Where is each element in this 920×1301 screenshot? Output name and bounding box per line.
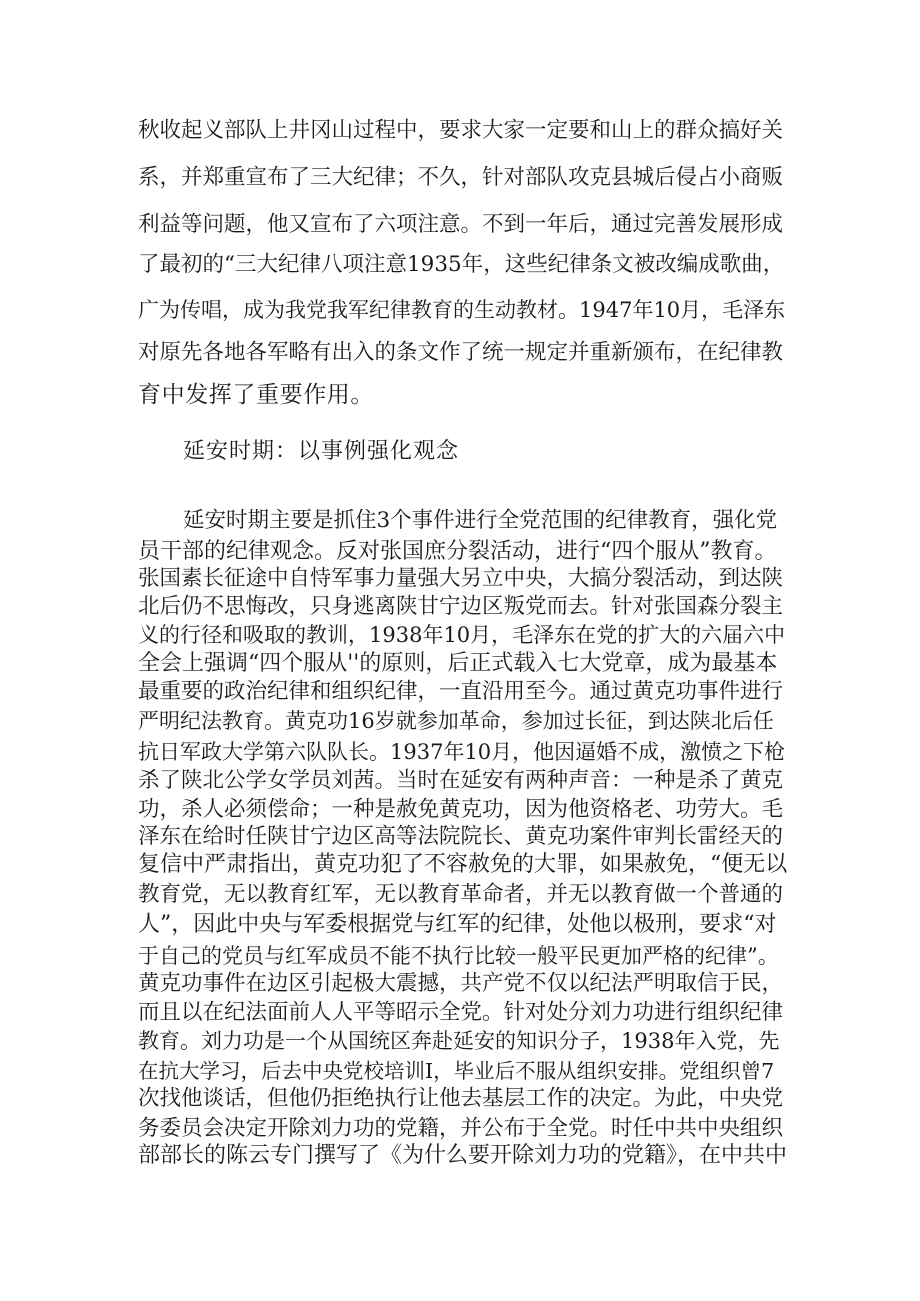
paragraph-2-line-12: 泽东在给时任陕甘宁边区高等法院院长、黄克功案件审判长雷经天的 <box>138 824 784 849</box>
paragraph-2-line-2: 员干部的纪律观念。反对张国庶分裂活动，进行“四个服从”教育。 <box>138 539 777 564</box>
paragraph-1-line-3: 利益等问题，他又宣布了六项注意。不到一年后，通过完善发展形成 <box>138 212 784 237</box>
paragraph-1-line-7: 育中发挥了重要作用。 <box>138 382 374 408</box>
paragraph-2-line-5: 义的行径和吸取的教训，1938年10月，毛泽东在党的扩大的六届六中 <box>138 623 786 647</box>
paragraph-1-line-6: 对原先各地各军略有出入的条文作了统一规定并重新颁布，在纪律教 <box>138 340 784 365</box>
paragraph-2-line-11: 功，杀人必须偿命；一种是赦免黄克功，因为他资格老、功劳大。毛 <box>138 797 784 822</box>
paragraph-1-line-4: 了最初的“三大纪律八项注意1935年，这些纪律条文被改编成歌曲， <box>138 252 785 277</box>
paragraph-2-line-9: 抗日军政大学第六队队长。1937年10月，他因逼婚不成，激愤之下枪 <box>138 740 786 764</box>
paragraph-2-line-21: 次找他谈话，但他仍拒绝执行让他去基层工作的决定。为此，中央党 <box>138 1086 784 1111</box>
paragraph-2-line-7: 最重要的政治纪律和组织纪律，一直沿用至今。通过黄克功事件进行 <box>138 679 784 704</box>
paragraph-1-line-5: 广为传唱，成为我党我军纪律教育的生动教材。1947年10月，毛泽东 <box>138 298 786 322</box>
paragraph-2-line-4: 北后仍不思悔改，只身逃离陕甘宁边区叛党而去。针对张国森分裂主 <box>138 594 784 619</box>
paragraph-2-line-22: 务委员会决定开除刘力功的党籍，并公布于全党。时任中共中央组织 <box>138 1116 784 1141</box>
paragraph-2-line-6: 全会上强调“四个服从''的原则，后正式载入七大党章，成为最基本 <box>138 651 778 676</box>
paragraph-2-line-8: 严明纪法教育。黄克功16岁就参加革命，参加过长征，到达陕北后任 <box>138 709 774 733</box>
paragraph-2-line-23: 部部长的陈云专门撰写了《为什么要开除刘力功的党籍》，在中共中 <box>138 1143 788 1168</box>
paragraph-1-line-1: 秋收起义部队上井冈山过程中，要求大家一定要和山上的群众搞好关 <box>138 118 784 143</box>
section-heading: 延安时期：以事例强化观念 <box>183 439 460 464</box>
paragraph-2-line-10: 杀了陕北公学女学员刘茜。当时在延安有两种声音：一种是杀了黄克 <box>138 768 784 793</box>
paragraph-2-line-17: 黄克功事件在边区引起极大震撼，共产党不仅以纪法严明取信于民， <box>138 971 784 996</box>
paragraph-2-line-20: 在抗大学习，后去中央党校培训I，毕业后不服从组织安排。党组织曾7 <box>138 1059 775 1083</box>
paragraph-2-line-15: 人”，因此中央与军委根据党与红军的纪律，处他以极刑，要求“对 <box>138 912 777 937</box>
paragraph-2-line-1: 延安时期主要是抓住3个事件进行全党范围的纪律教育，强化党 <box>183 508 778 533</box>
paragraph-2-line-3: 张国素长征途中自恃军事力量强大另立中央，大搞分裂活动，到达陕 <box>138 566 784 591</box>
paragraph-1-line-2: 系，并郑重宣布了三大纪律；不久，针对部队攻克县城后侵占小商贩 <box>138 165 784 190</box>
paragraph-2-line-14: 教育党，无以教育红军，无以教育革命者，并无以教育做一个普通的 <box>138 882 784 907</box>
paragraph-2-line-16: 于自己的党员与红军成员不能不执行比较一般平民更加严格的纪律”。 <box>138 944 779 968</box>
paragraph-2-line-19: 教育。刘力功是一个从国统区奔赴延安的知识分子，1938年入党，先 <box>138 1029 780 1053</box>
paragraph-2-line-18: 而且以在纪法面前人人平等昭示全党。针对处分刘力功进行组织纪律 <box>138 1000 784 1025</box>
paragraph-2-line-13: 复信中严肃指出，黄克功犯了不容赦免的大罪，如果赦免，“便无以 <box>138 852 788 877</box>
